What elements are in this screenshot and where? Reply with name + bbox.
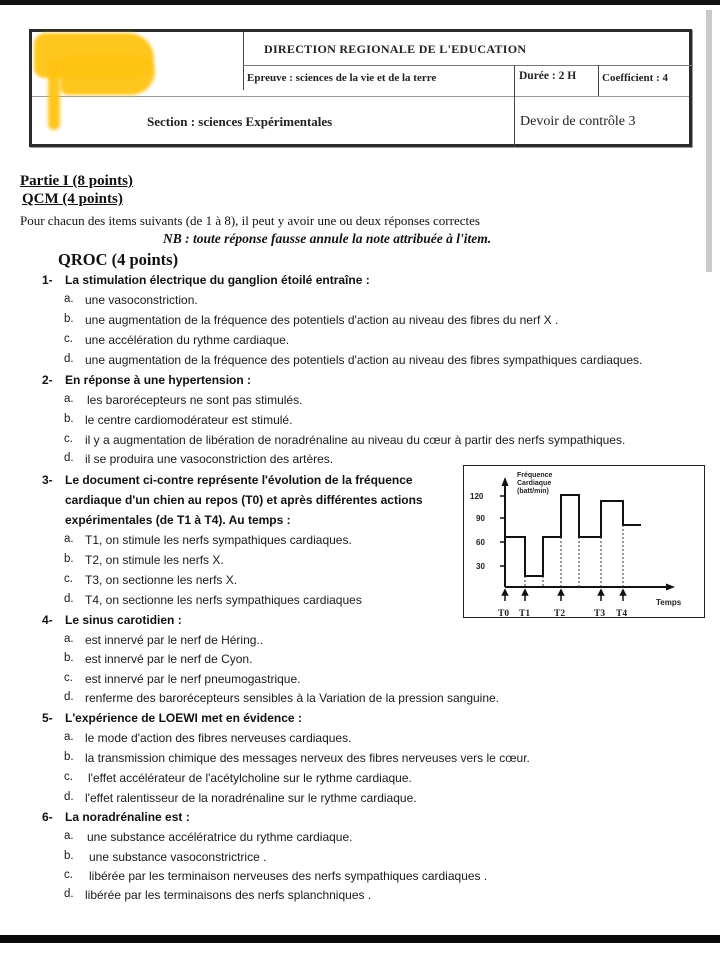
divider — [514, 65, 515, 147]
option-letter: a. — [64, 533, 74, 545]
marker-label: T1 — [519, 609, 531, 618]
option-4d: renferme des barorécepteurs sensibles à la Variation de la pression sanguine. — [85, 691, 500, 705]
section-label: Section : sciences Expérimentales — [147, 114, 333, 129]
org-title: DIRECTION REGIONALE DE L'EDUCATION — [264, 42, 527, 56]
option-letter: c. — [64, 771, 73, 783]
option-1c: une accélération du rythme cardiaque. — [85, 333, 290, 347]
option-3a: T1, on stimule les nerfs sympathiques cardiaques. — [85, 533, 352, 547]
arrow-up-icon — [559, 590, 564, 595]
question-text: En réponse à une hypertension : — [65, 373, 252, 387]
question-text: L'expérience de LOEWI met en évidence : — [65, 711, 302, 725]
marker-label: T4 — [616, 609, 628, 618]
ylabel: (batt/min) — [517, 488, 549, 495]
option-3b: T2, on stimule les nerfs X. — [85, 553, 224, 567]
option-6a: une substance accélératrice du rythme cardiaque. — [87, 830, 353, 844]
option-letter: c. — [64, 433, 73, 445]
arrow-up-icon — [621, 590, 626, 595]
ytick-label: 30 — [476, 562, 485, 571]
marker-label: T2 — [554, 609, 566, 618]
option-letter: d. — [64, 888, 74, 900]
option-letter: b. — [64, 751, 74, 763]
option-2d: il se produira une vasoconstriction des artères. — [85, 452, 334, 466]
option-letter: c. — [64, 869, 73, 881]
question-number: 6- — [42, 810, 53, 824]
option-2b: le centre cardiomodérateur est stimulé. — [85, 413, 293, 427]
scrollbar[interactable] — [706, 10, 712, 272]
qcm-title: QCM (4 points) — [22, 191, 123, 207]
option-6b: une substance vasoconstrictrice . — [89, 850, 267, 864]
option-2a: les barorécepteurs ne sont pas stimulés. — [87, 393, 303, 407]
question-number: 5- — [42, 711, 53, 725]
question-text: La stimulation électrique du ganglion étoilé entraîne : — [65, 273, 370, 287]
ylabel: Cardiaque — [517, 480, 552, 487]
redaction-mark — [60, 55, 155, 95]
part-title: Partie I (8 points) — [20, 173, 133, 189]
option-letter: a. — [64, 830, 74, 842]
option-5a: le mode d'action des fibres nerveuses cardiaques. — [85, 731, 352, 745]
divider — [243, 32, 244, 90]
ytick-label: 60 — [476, 538, 485, 547]
option-1a: une vasoconstriction. — [85, 293, 198, 307]
option-5b: la transmission chimique des messages nerveux des fibres nerveuses vers le cœur. — [85, 751, 530, 765]
option-1b: une augmentation de la fréquence des potentiels d'action au niveau des fibres du nerf X . — [85, 313, 559, 327]
option-6d: libérée par les terminaisons des nerfs splanchniques . — [85, 888, 372, 902]
ylabel: Fréquence — [517, 472, 553, 479]
ytick-label: 120 — [470, 492, 484, 501]
x-axis-arrow-icon — [666, 584, 675, 591]
option-4b: est innervé par le nerf de Cyon. — [85, 652, 253, 666]
divider — [243, 65, 693, 66]
option-letter: a. — [64, 633, 74, 645]
xlabel: Temps — [656, 598, 682, 607]
option-5d: l'effet ralentisseur de la noradrénaline sur le rythme cardiaque. — [85, 791, 417, 805]
question-number: 2- — [42, 373, 53, 387]
coefficient-label: Coefficient : 4 — [602, 72, 668, 84]
option-letter: b. — [64, 652, 74, 664]
question-text-line: Le document ci-contre représente l'évolution de la fréquence — [65, 473, 413, 487]
devoir-label: Devoir de contrôle 3 — [520, 114, 636, 129]
option-3d: T4, on sectionne les nerfs sympathiques cardiaques — [85, 593, 362, 607]
redaction-mark — [48, 60, 60, 130]
option-letter: d. — [64, 791, 74, 803]
heart-rate-chart — [463, 465, 705, 618]
question-number: 4- — [42, 613, 53, 627]
option-2c: il y a augmentation de libération de noradrénaline au niveau du cœur à partir des nerfs sympathiques. — [85, 433, 626, 447]
option-1d: une augmentation de la fréquence des potentiels d'action au niveau des fibres sympathiques cardiaques. — [85, 353, 643, 367]
arrow-up-icon — [599, 590, 604, 595]
option-4a: est innervé par le nerf de Héring.. — [85, 633, 264, 647]
option-letter: b. — [64, 413, 74, 425]
y-axis-arrow-icon — [502, 477, 509, 486]
question-text: Le sinus carotidien : — [65, 613, 182, 627]
option-letter: c. — [64, 672, 73, 684]
option-letter: d. — [64, 353, 74, 365]
instructions: Pour chacun des items suivants (de 1 à 8), il peut y avoir une ou deux réponses correctes — [20, 213, 480, 228]
option-letter: c. — [64, 573, 73, 585]
ytick-label: 90 — [476, 514, 485, 523]
marker-label: T3 — [594, 609, 606, 618]
option-5c: l'effet accélérateur de l'acétylcholine sur le rythme cardiaque. — [88, 771, 412, 785]
option-letter: a. — [64, 293, 74, 305]
question-text: La noradrénaline est : — [65, 810, 190, 824]
arrow-up-icon — [523, 590, 528, 595]
option-letter: b. — [64, 553, 74, 565]
option-3c: T3, on sectionne les nerfs X. — [85, 573, 238, 587]
question-number: 3- — [42, 473, 53, 487]
option-letter: d. — [64, 593, 74, 605]
option-4c: est innervé par le nerf pneumogastrique. — [85, 672, 301, 686]
bottom-border-band — [0, 935, 720, 943]
epreuve-label: Epreuve : sciences de la vie et de la terre — [247, 72, 437, 84]
option-letter: b. — [64, 313, 74, 325]
option-letter: d. — [64, 452, 74, 464]
arrow-up-icon — [503, 590, 508, 595]
divider — [32, 96, 689, 97]
marker-label: T0 — [498, 609, 510, 618]
question-number: 1- — [42, 273, 53, 287]
top-border-band — [0, 0, 720, 5]
qroc-title: QROC (4 points) — [58, 250, 179, 269]
option-letter: c. — [64, 333, 73, 345]
option-letter: d. — [64, 691, 74, 703]
option-letter: b. — [64, 850, 74, 862]
question-text-line: cardiaque d'un chien au repos (T0) et après différentes actions — [65, 493, 423, 507]
question-text-line: expérimentales (de T1 à T4). Au temps : — [65, 513, 291, 527]
nb-note: NB : toute réponse fausse annule la note attribuée à l'item. — [163, 231, 492, 246]
option-letter: a. — [64, 731, 74, 743]
option-letter: a. — [64, 393, 74, 405]
duree-label: Durée : 2 H — [519, 70, 577, 82]
divider — [598, 65, 599, 96]
option-6c: libérée par les terminaison nerveuses des nerfs sympathiques cardiaques . — [89, 869, 488, 883]
